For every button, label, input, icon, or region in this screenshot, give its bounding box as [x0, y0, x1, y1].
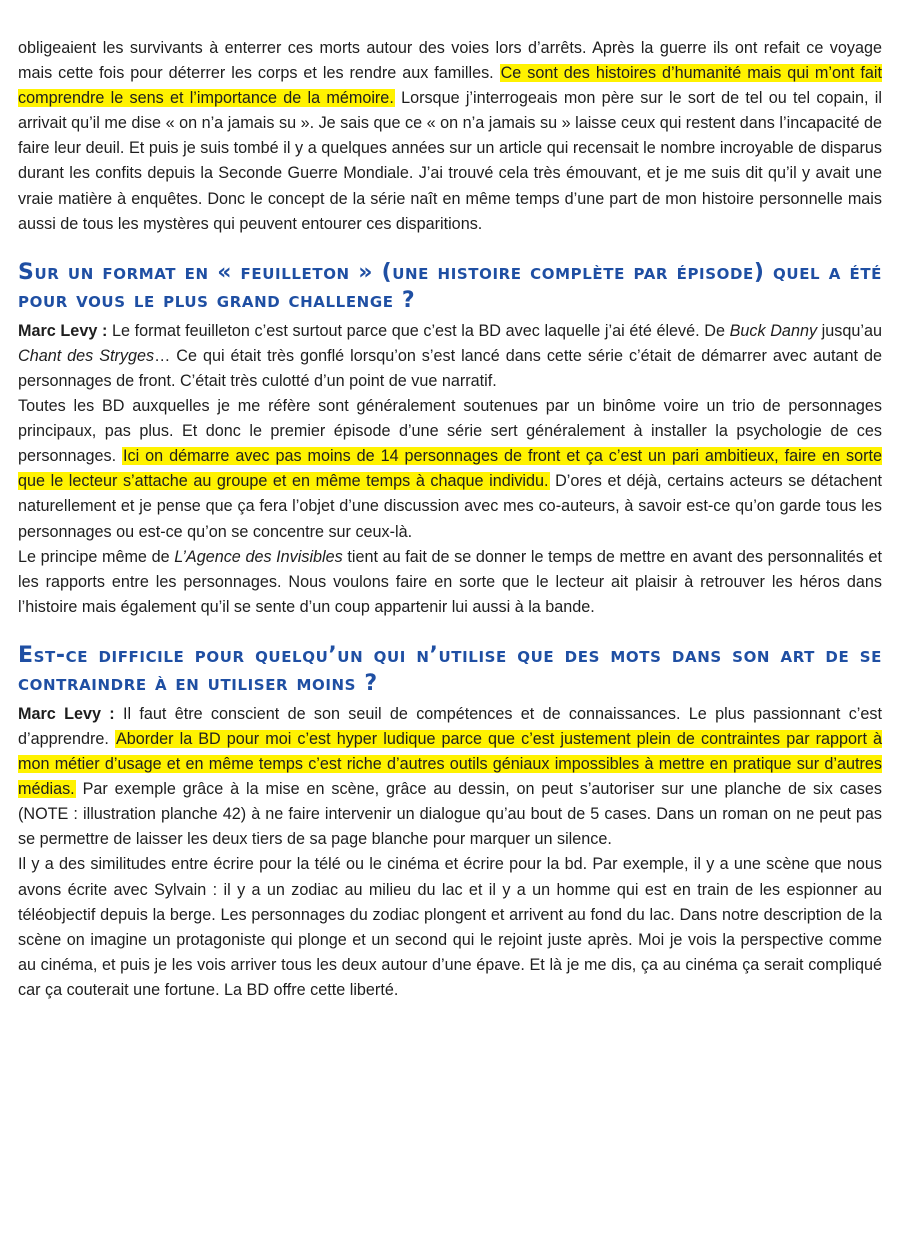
answer-2-paragraph-2: Il y a des similitudes entre écrire pour la télé ou le cinéma et écrire pour la bd. Par exemple, il y a une scène que nous avons écrite avec Sylvain : il y a un zodiac au milieu du lac et il y a un homme qui est en train de les espionner au téléobjectif depuis la berge. Les personnages du zodiac plongent et arrivent au fond du lac. Dans notre description de la scène on imagine un protagoniste qui plonge et un second qui le rejoint juste après. Moi je vois la perspective comme au cinéma, et puis je les vois arriver tous les deux autour d’une épave. Et là je me dis, ça au cinéma ça serait compliqué car ça couterait une fortune. La BD offre cette liberté.: [18, 855, 882, 999]
answer-1-title-agence: L’Agence des Invisibles: [174, 547, 343, 566]
intro-highlight: Ce sont des histoires d’humanité mais qui m’ont fait comprendre le sens et l’importance de la mémoire.: [18, 64, 882, 108]
answer-1-title-chant-des-stryges: Chant des Stryges: [18, 346, 155, 365]
answer-1-title-buck-danny: Buck Danny: [729, 321, 818, 340]
intro-text-after: Lorsque j’interrogeais mon père sur le sort de tel ou tel copain, il arrivait qu’il me dise « on n’a jamais su ». Je sais que ce « on n’a jamais su » laisse ceux qui restent dans l’incapacité de faire leur deuil. Et puis je suis tombé il y a quelques années sur un article qui recensait le nombre incroyable de disparus durant les confits depuis la Seconde Guerre Mondiale. J’ai trouvé cela très émouvant, et je me suis dit qu’il y avait une vraie matière à enquêtes. Donc le concept de la série naît en même temps d’une part de mon histoire personnelle mais aussi de tous les mystères qui peuvent entourer ces disparitions.: [18, 89, 882, 233]
answer-1-paragraph-3: [18, 545, 882, 620]
answer-1-p3-part-b: tient au fait de se donner le temps de mettre en avant des personnalités et les rapports entre les personnages. Nous voulons faire en sorte que le lecteur ait plaisir à retrouver les héros dans l’histoire mais également qu’il se sente d’un coup appartenir lui aussi à la bande.: [18, 547, 882, 616]
answer-1-p2-part-a: Toutes les BD auxquelles je me réfère sont généralement soutenues par un binôme voire un trio de personnages principaux, pas plus. Et donc le premier épisode d’une série sert généralement à installer la psychologie de ces personnages.: [18, 397, 882, 466]
answer-1-p2-part-b: D’ores et déjà, certains acteurs se détachent naturellement et je pense que ça fera l’objet d’une discussion avec mes co-auteurs, à savoir est-ce qu’on garde tous les personnages ou est-ce qu’on se concentre sur ceux-là.: [18, 472, 882, 541]
intro-paragraph: [18, 36, 882, 237]
answer-1-p1-part-b: jusqu’au: [817, 321, 882, 340]
answer-2-speaker: Marc Levy :: [18, 704, 115, 723]
question-1-heading: Sur un format en « feuilleton » (une histoire complète par épisode) quel a été pour vous le plus grand challenge ?: [18, 259, 882, 313]
answer-2-p1-part-b: Par exemple grâce à la mise en scène, grâce au dessin, on peut s’autoriser sur une planche de six cases (NOTE : illustration planche 42) à ne faire intervenir un dialogue qu’au bout de 5 cases. Dans un roman on ne peut pas se permettre de laisser les deux tiers de sa page blanche pour marquer un silence.: [18, 780, 882, 849]
answer-1-speaker: Marc Levy :: [18, 321, 108, 340]
answer-1-paragraph-1: [18, 319, 882, 394]
answer-1-paragraph-2: [18, 394, 882, 545]
answer-1-p3-part-a: Le principe même de: [18, 547, 175, 566]
answer-1-p2-highlight: Ici on démarre avec pas moins de 14 personnages de front et ça c’est un pari ambitieux, faire en sorte que le lecteur s’attache au groupe et en même temps à chaque individu.: [18, 447, 882, 491]
answer-1-p1-part-a: Le format feuilleton c’est surtout parce que c’est la BD avec laquelle j’ai été élevé. De: [107, 321, 730, 340]
answer-2-p1-part-a: Il faut être conscient de son seuil de compétences et de connaissances. Le plus passionnant c’est d’apprendre.: [18, 704, 882, 748]
answer-1-p1-part-c: … Ce qui était très gonflé lorsqu’on s’est lancé dans cette série c’était de démarrer avec autant de personnages de front. C’était très culotté d’un point de vue narratif.: [18, 346, 882, 390]
intro-text-before: obligeaient les survivants à enterrer ces morts autour des voies lors d’arrêts. Après la guerre ils ont refait ce voyage mais cette fois pour déterrer les corps et les rendre aux familles.: [18, 39, 882, 83]
answer-2-paragraph-1: [18, 702, 882, 853]
answer-2-p1-highlight: Aborder la BD pour moi c’est hyper ludique parce que c’est justement plein de contraintes par rapport à mon métier d’usage et en même temps c’est riche d’autres outils géniaux impossibles à mettre en pratique sur d’autres médias.: [18, 729, 882, 799]
question-2-heading: Est-ce difficile pour quelqu’un qui n’utilise que des mots dans son art de se contraindre à en utiliser moins ?: [18, 642, 882, 696]
